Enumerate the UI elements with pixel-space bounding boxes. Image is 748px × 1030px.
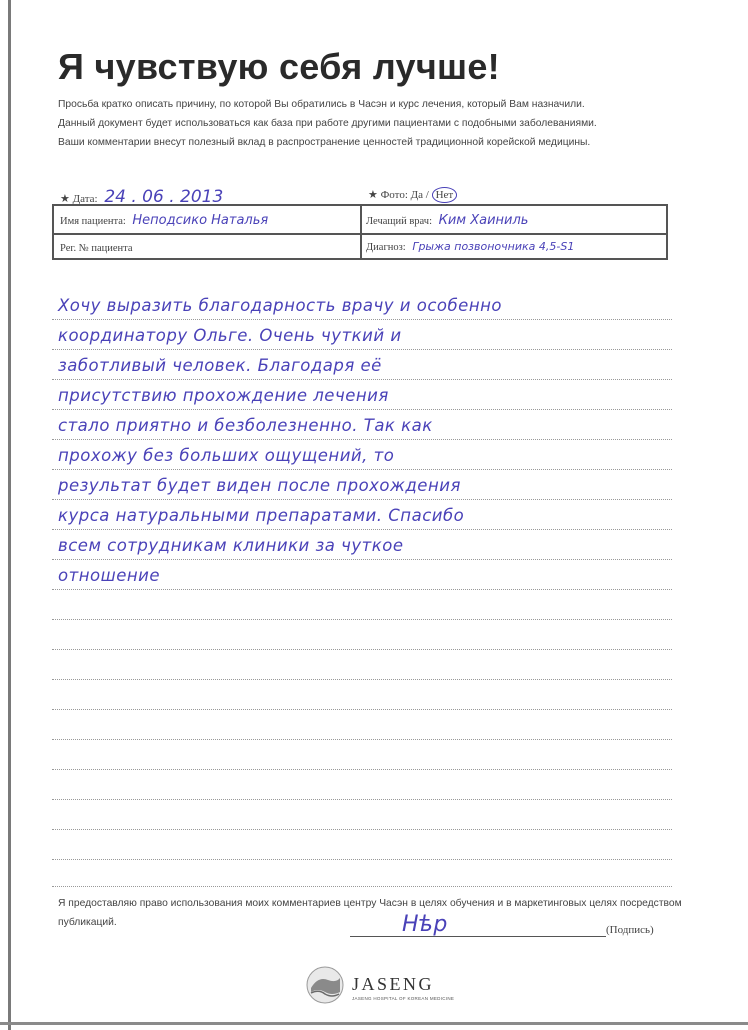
handwritten-comment-line: присутствию прохождение лечения: [58, 386, 389, 405]
photo-yes-option[interactable]: Да: [410, 189, 424, 201]
ruled-line: [52, 589, 672, 590]
patient-name-label: Имя пациента:: [60, 216, 126, 227]
ruled-line: [52, 709, 672, 710]
doctor-field[interactable]: [366, 213, 528, 228]
signature-line[interactable]: [350, 936, 606, 937]
handwritten-comment-line: заботливый человек. Благодаря её: [58, 356, 382, 375]
ruled-line: [52, 529, 672, 530]
table-divider: [54, 233, 666, 235]
signature: Нѣр: [402, 912, 448, 937]
handwritten-comment-line: всем сотрудникам клиники за чуткое: [58, 536, 404, 555]
intro-line: Данный документ будет использоваться как база при работе другими пациентами с подобными заболеваниями.: [58, 118, 597, 129]
intro-line: Просьба кратко описать причину, по которой Вы обратились в Часэн и курс лечения, который Вам назначили.: [58, 99, 585, 110]
ruled-line: [52, 886, 672, 887]
handwritten-comment-line: отношение: [58, 566, 161, 585]
ruled-line: [52, 559, 672, 560]
ruled-line: [52, 439, 672, 440]
diagnosis-label: Диагноз:: [366, 242, 406, 253]
table-divider: [360, 206, 362, 258]
signature-label: (Подпись): [606, 924, 654, 936]
ruled-line: [52, 499, 672, 500]
bottom-scan-edge: [0, 1022, 748, 1025]
ruled-line: [52, 349, 672, 350]
handwritten-comment-line: прохожу без больших ощущений, то: [58, 446, 395, 465]
doctor-value: Ким Хаиниль: [438, 213, 529, 228]
jaseng-logo: [306, 966, 456, 1010]
consent-text: Я предоставляю право использования моих комментариев центру Часэн в целях обучения и в маркетинговых целях посредством публикаций.: [58, 898, 682, 928]
intro-line: Ваши комментарии внесут полезный вклад в распространение ценностей традиционной корейской медицины.: [58, 137, 591, 148]
ruled-line: [52, 679, 672, 680]
photo-separator: /: [425, 189, 429, 201]
reg-number-field[interactable]: [60, 243, 133, 254]
ruled-line: [52, 799, 672, 800]
ruled-line: [52, 469, 672, 470]
reg-number-label: Рег. № пациента: [60, 243, 133, 254]
diagnosis-field[interactable]: [366, 240, 574, 253]
doctor-label: Лечащий врач:: [366, 216, 432, 227]
date-label: ★ Дата:: [60, 193, 98, 205]
patient-name-field[interactable]: [60, 213, 268, 228]
ruled-line: [52, 319, 672, 320]
ruled-line: [52, 409, 672, 410]
intro-text: [58, 95, 678, 152]
ruled-line: [52, 619, 672, 620]
left-scan-edge: [8, 0, 11, 1030]
handwritten-comment-line: курса натуральными препаратами. Спасибо: [58, 506, 465, 525]
photo-label: ★ Фото:: [368, 189, 408, 201]
patient-name-value: Неподсико Наталья: [132, 213, 269, 228]
page-title: Я чувствую себя лучше!: [58, 46, 500, 87]
handwritten-comment-line: результат будет виден после прохождения: [58, 476, 461, 495]
handwritten-comment-line: стало приятно и безболезненно. Так как: [58, 416, 433, 435]
logo-name: JASENG: [352, 974, 435, 994]
ruled-line: [52, 859, 672, 860]
patient-info-table: [52, 204, 668, 260]
ruled-line: [52, 739, 672, 740]
diagnosis-value: Грыжа позвоночника 4,5-S1: [412, 240, 575, 253]
handwritten-comment-line: координатору Ольге. Очень чуткий и: [58, 326, 402, 345]
logo-subtitle: JASENG HOSPITAL OF KOREAN MEDICINE: [352, 996, 455, 1001]
ruled-line: [52, 379, 672, 380]
date-value: 24 . 06 . 2013: [104, 187, 224, 207]
photo-no-option[interactable]: Нет: [432, 187, 458, 203]
jaseng-logo-icon: [306, 966, 344, 1004]
ruled-line: [52, 829, 672, 830]
handwritten-comment-line: Хочу выразить благодарность врачу и особенно: [58, 296, 502, 315]
ruled-line: [52, 769, 672, 770]
ruled-line: [52, 649, 672, 650]
photo-field[interactable]: [368, 187, 457, 203]
